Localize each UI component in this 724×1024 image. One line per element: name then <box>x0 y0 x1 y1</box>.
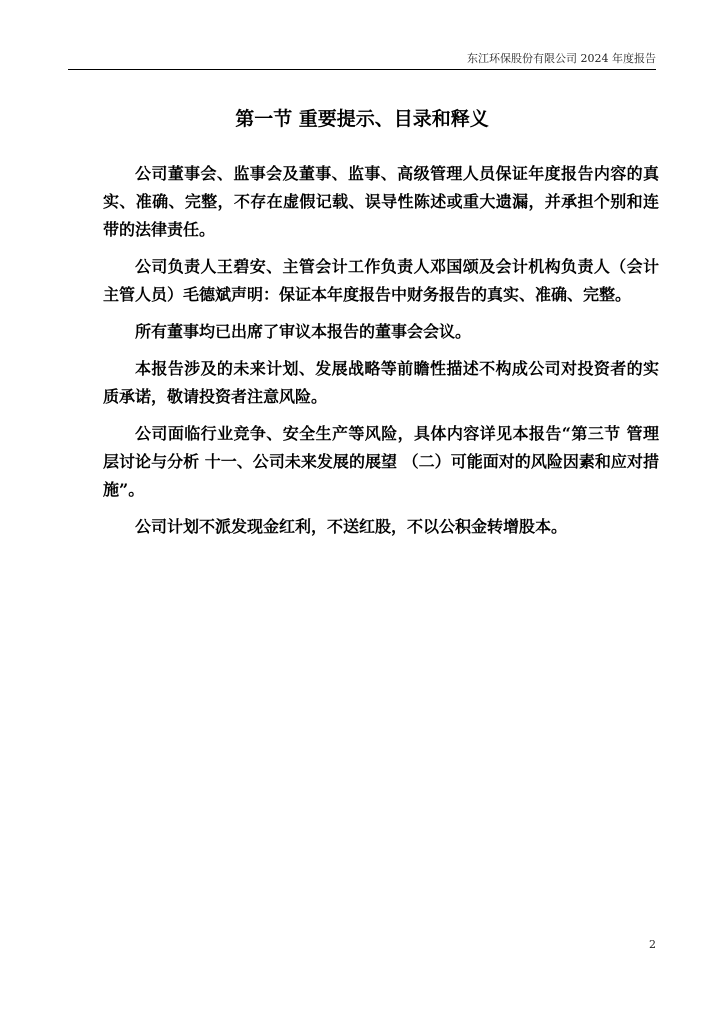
paragraph-financial-statement-declaration: 公司负责人王碧安、主管会计工作负责人邓国颂及会计机构负责人（会计主管人员）毛德斌声明：保证本年度报告中财务报告的真实、准确、完整。 <box>103 257 659 304</box>
page-number: 2 <box>649 938 656 951</box>
paragraph-responsibility-statement: 公司董事会、监事会及董事、监事、高级管理人员保证年度报告内容的真实、准确、完整，不存在虚假记载、误导性陈述或重大遗漏，并承担个别和连带的法律责任。 <box>103 164 659 239</box>
report-header: 东江环保股份有限公司 2024 年度报告 <box>467 52 656 65</box>
paragraph-risk-reference: 公司面临行业竞争、安全生产等风险，具体内容详见本报告“第三节 管理层讨论与分析 十一、公司未来发展的展望 （二）可能面对的风险因素和应对措施”。 <box>103 424 659 499</box>
paragraph-board-attendance: 所有董事均已出席了审议本报告的董事会会议。 <box>135 322 472 341</box>
section-title: 第一节 重要提示、目录和释义 <box>235 108 489 130</box>
paragraph-forward-looking-risk: 本报告涉及的未来计划、发展战略等前瞻性描述不构成公司对投资者的实质承诺，敬请投资者注意风险。 <box>103 359 659 406</box>
important-notice-body <box>103 160 659 550</box>
header-divider <box>68 69 656 70</box>
paragraph-dividend-plan: 公司计划不派发现金红利，不送红股，不以公积金转增股本。 <box>135 517 568 536</box>
